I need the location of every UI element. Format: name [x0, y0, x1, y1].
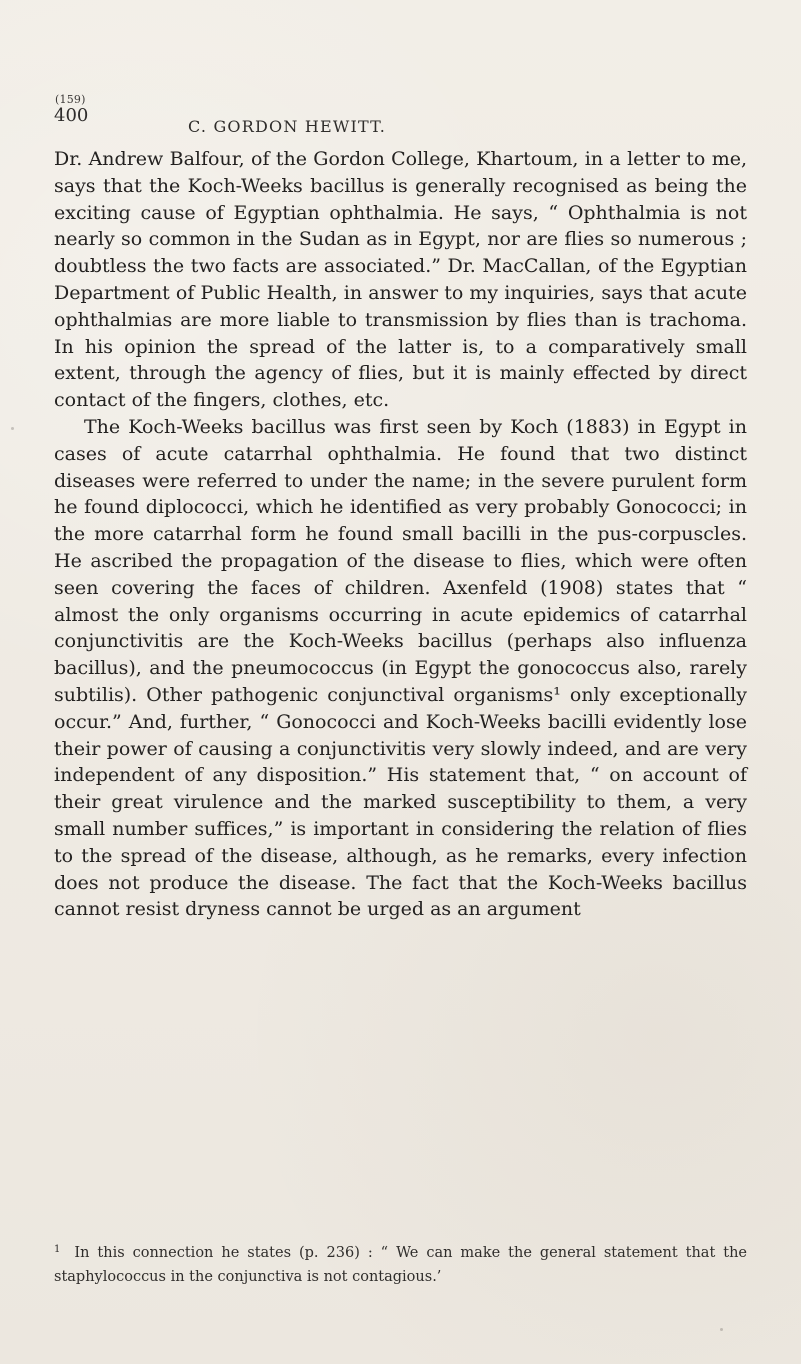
body-text: [54, 146, 747, 923]
footnote-marker: 1: [54, 1244, 61, 1255]
page-number: 400: [54, 105, 89, 126]
footnote-text: In this connection he states (p. 236) : “ We can make the general statement that the staphylococcus in the conjunctiva is not contagious.’: [54, 1245, 748, 1285]
paragraph-balfour: Dr. Andrew Balfour, of the Gordon College, Khartoum, in a letter to me, says that the Koch-Weeks bacillus is generally recognised as being the exciting cause of Egyptian ophthalmia. He says, “ Ophthalmia is not nearly so common in the Sudan as in Egypt, nor are flies so numerous ; doubtless the two facts are associated.” Dr. MacCallan, of the Egyptian Department of Public Health, in answer to my inquiries, says that acute ophthalmias are more liable to transmission by flies than is trachoma. In his opinion the spread of the latter is, to a comparatively small extent, through the agency of flies, but it is mainly effected by direct contact of the fingers, clothes, etc.: [54, 148, 747, 412]
footnote: [54, 1242, 747, 1288]
page-header: [54, 88, 744, 140]
paragraph-koch-weeks: The Koch-Weeks bacillus was first seen by Koch (1883) in Egypt in cases of acute catarrhal ophthalmia. He found that two distinct diseases were referred to under the name; in the severe purulent form he found diplococci, which he identified as very probably Gonococci; in the more catarrhal form he found small bacilli in the pus-corpuscles. He ascribed the propagation of the disease to flies, which were often seen covering the faces of children. Axenfeld (1908) states that “ almost the only organisms occurring in acute epidemics of catarrhal conjunctivitis are the Koch-Weeks bacillus (perhaps also influenza bacillus), and the pneumococcus (in Egypt the gonococcus also, rarely subtilis). Other pathogenic conjunctival organisms¹ only exceptionally occur.” And, further, “ Gonococci and Koch-Weeks bacilli evidently lose their power of causing a conjunctivitis very slowly indeed, and are very independent of any disposition.” His statement that, “ on account of their great virulence and the marked susceptibility to them, a very small number suffices,” is important in considering the relation of flies to the spread of the disease, although, as he remarks, every infection does not produce the disease. The fact that the Koch-Weeks bacillus cannot resist dryness cannot be urged as an argument: [54, 415, 747, 921]
paper-speck: [11, 427, 14, 430]
running-head: C. GORDON HEWITT.: [188, 117, 386, 136]
paper-speck: [720, 1328, 723, 1331]
small-page-number: (159): [55, 93, 86, 106]
